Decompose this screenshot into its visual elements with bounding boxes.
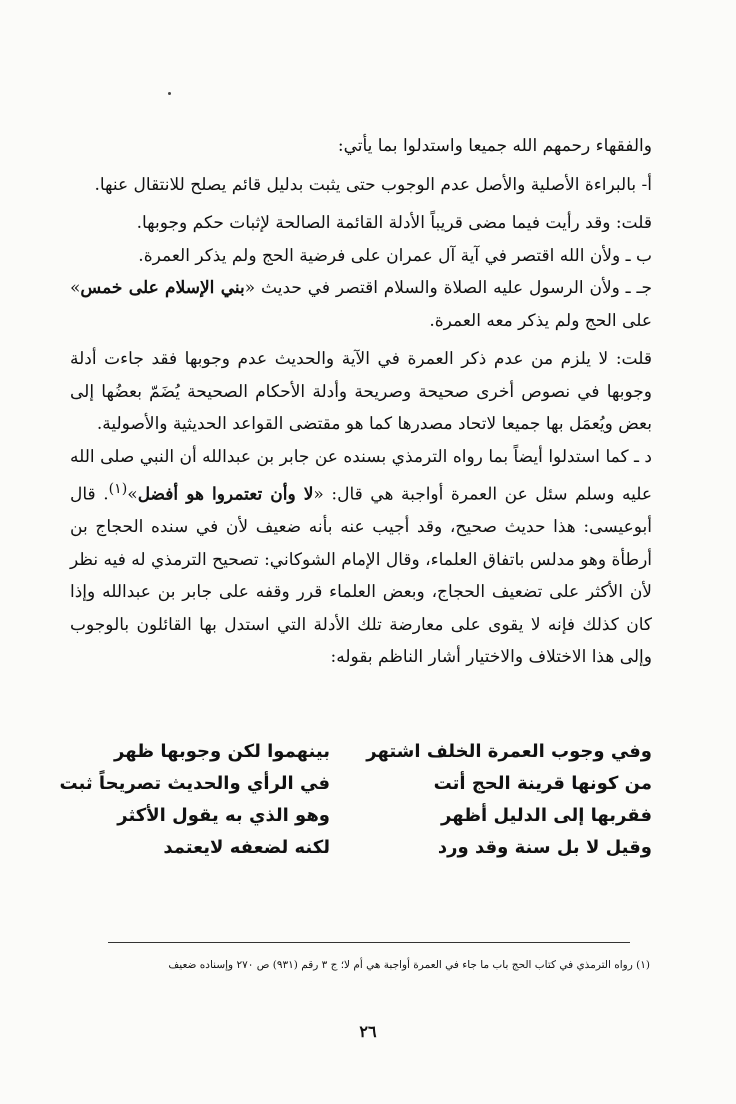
reply-2: قلت: لا يلزم من عدم ذكر العمرة في الآية والحديث عدم وجوبها فقد جاءت أدلة وجوبها في نصوص أخرى صحيحة وصريحة وأدلة الأحكام الصحيحة يُضَمّ بعضُها إلى بعض ويُعمَل بها جميعا لاتحاد مصدرها كما هو مقتضى القواعد الحديثية والأصولية. — [70, 349, 652, 434]
verse-left: وهو الذي به يقول الأكثر — [117, 805, 330, 826]
poem-first-hemistichs — [366, 736, 652, 864]
scan-speck — [168, 92, 171, 95]
main-text — [70, 130, 652, 674]
verse-left: بينهموا لكن وجوبها ظهر — [114, 741, 330, 762]
point-d — [70, 441, 652, 674]
point-c — [70, 272, 652, 337]
verse-right: فقربها إلى الدليل أظهر — [441, 805, 652, 826]
point-d-rest: . قال أبوعيسى: هذا حديث صحيح، وقد أجيب عنه بأنه ضعيف لأن في سنده الحجاج بن أرطأة وهو مدلس باتفاق العلماء، وقال الإمام الشوكاني: تصحيح الترمذي له فيه نظر لأن الأكثر على تضعيف الحجاج، وبعض العلماء قرر وقفه على جابر بن عبدالله وإذا كان كذلك فإنه لا يقوى على معارضة تلك الأدلة التي استدل بها القائلون بالوجوب وإلى هذا الاختلاف والاختيار أشار الناظم بقوله: — [70, 484, 653, 668]
verse-left: في الرأي والحديث تصريحاً ثبت — [59, 773, 330, 794]
poem-block — [59, 736, 652, 866]
footnote-ref[interactable]: (١) — [108, 481, 128, 497]
footnote — [70, 956, 650, 974]
verse-right: من كونها قرينة الحج أتت — [433, 773, 652, 794]
footnote-divider — [108, 942, 630, 943]
hadith-quote-1: بني الإسلام على خمس — [80, 278, 245, 298]
point-c-tail: » على الحج ولم يذكر معه العمرة. — [70, 278, 652, 331]
footnote-marker: (١) — [636, 959, 650, 971]
verse-right: وقيل لا بل سنة وقد ورد — [437, 837, 652, 858]
footnote-text: رواه الترمذي في كتاب الحج باب ما جاء في العمرة أواجبة هي أم لا؛ ج ٣ رقم (٩٣١) ص ٢٧٠ وإسناده ضعيف — [168, 959, 633, 971]
point-c-text: جـ ـ ولأن الرسول عليه الصلاة والسلام اقتصر في حديث « — [244, 278, 652, 298]
poem-second-hemistichs — [59, 736, 330, 864]
point-b: ب ـ ولأن الله اقتصر في آية آل عمران على فرضية الحج ولم يذكر العمرة. — [138, 245, 652, 266]
point-a: أ- بالبراءة الأصلية والأصل عدم الوجوب حتى يثبت بدليل قائم يصلح للانتقال عنها. — [94, 174, 652, 195]
intro-line: والفقهاء رحمهم الله جميعا واستدلوا بما يأتي: — [337, 136, 652, 156]
reply-1: قلت: وقد رأيت فيما مضى قريباً الأدلة القائمة الصالحة لإثبات حكم وجوبها. — [136, 213, 652, 233]
verse-left: لكنه لضعفه لايعتمد — [163, 837, 330, 858]
point-d-text: د ـ كما استدلوا أيضاً بما رواه الترمذي بسنده عن جابر بن عبدالله أن النبي صلى الله عليه وسلم سئل عن العمرة أواجبة هي قال: « — [70, 446, 653, 505]
page-number: ٢٦ — [359, 1022, 377, 1041]
point-d-close: » — [127, 484, 138, 505]
verse-right: وفي وجوب العمرة الخلف اشتهر — [366, 741, 652, 762]
hadith-quote-2: لا وأن تعتمروا هو أفضل — [137, 484, 314, 505]
